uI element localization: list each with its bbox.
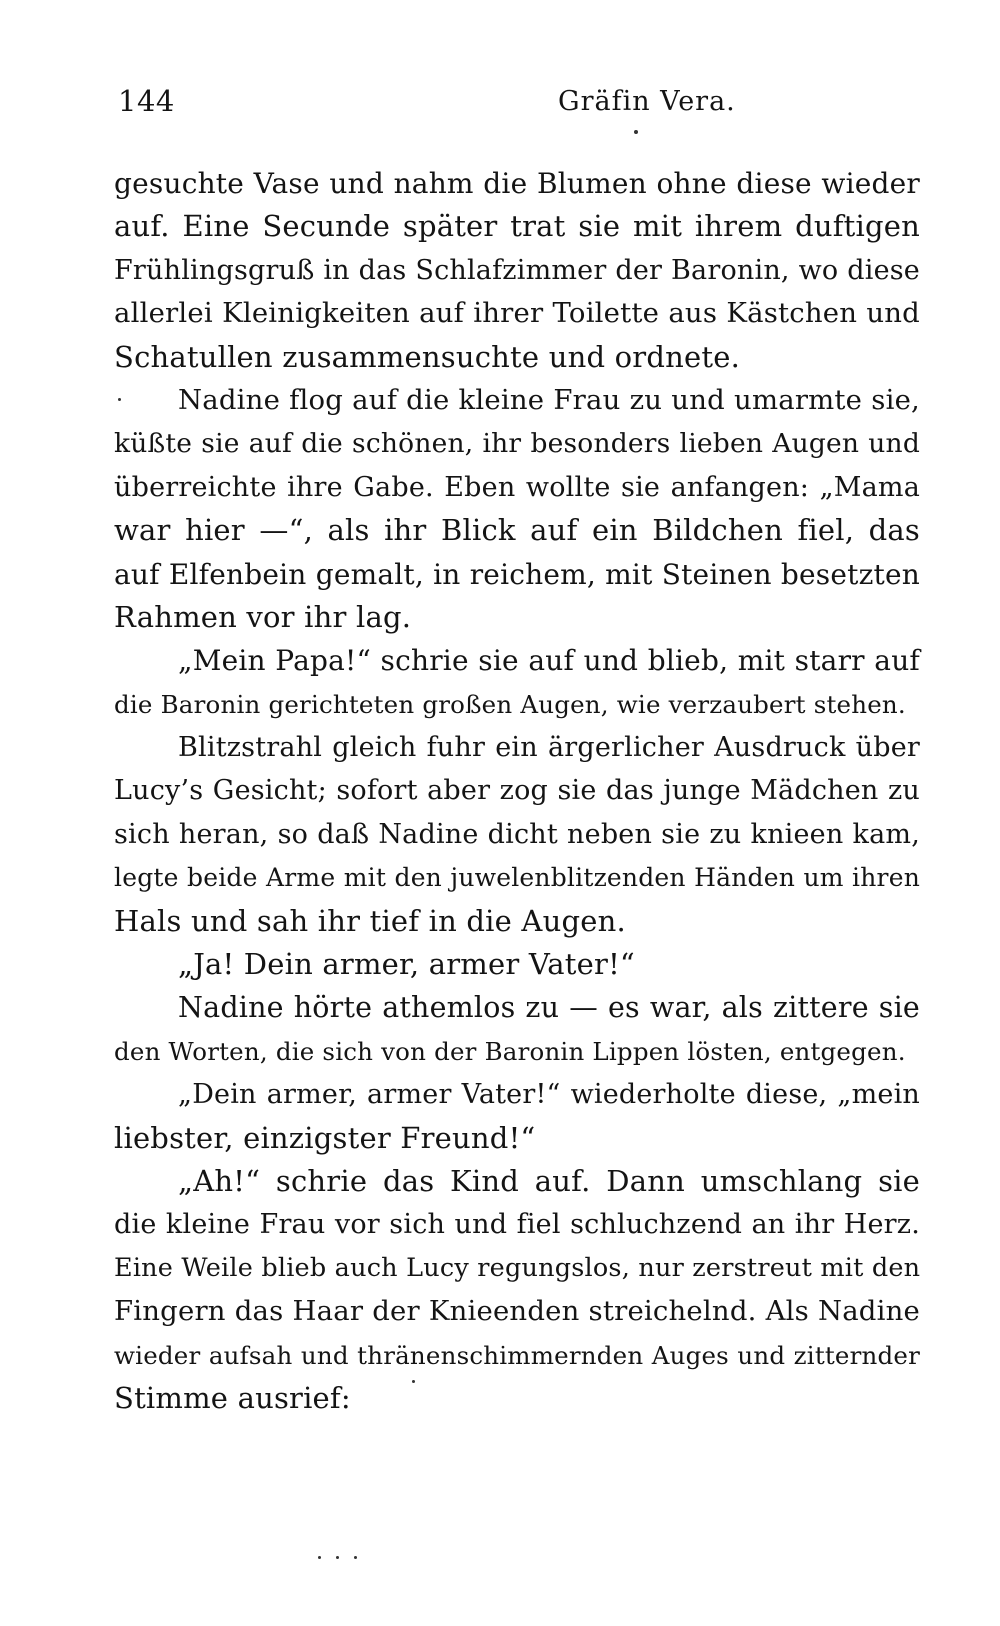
running-title: Gräfin Vera. xyxy=(558,86,736,117)
text-line: auf Elfenbein gemalt, in reichem, mit Steinen besetzten xyxy=(114,557,920,591)
text-line: „Dein armer, armer Vater!“ wiederholte diese, „mein xyxy=(178,1079,920,1111)
text-line: Blitzstrahl gleich fuhr ein ärgerlicher Ausdruck über xyxy=(178,732,920,764)
text-line: die kleine Frau vor sich und fiel schluchzend an ihr Herz. xyxy=(114,1209,920,1241)
text-line: allerlei Kleinigkeiten auf ihrer Toilette aus Kästchen und xyxy=(114,297,920,330)
text-line: „Mein Papa!“ schrie sie auf und blieb, mit starr auf xyxy=(178,644,920,678)
print-speck xyxy=(354,1556,357,1559)
text-line: Stimme ausrief: xyxy=(114,1380,351,1415)
print-speck xyxy=(634,130,638,134)
text-line: „Ja! Dein armer, armer Vater!“ xyxy=(178,947,635,982)
text-line: gesuchte Vase und nahm die Blumen ohne diese wieder xyxy=(114,167,920,200)
text-line: die Baronin gerichteten großen Augen, wie verzaubert stehen. xyxy=(114,689,906,719)
text-line: Lucy’s Gesicht; sofort aber zog sie das junge Mädchen zu xyxy=(114,775,920,807)
text-line: Rahmen vor ihr lag. xyxy=(114,599,412,634)
text-line: wieder aufsah und thränenschimmernden Auges und zitternder xyxy=(114,1340,920,1370)
page-header xyxy=(114,84,934,124)
text-line: Nadine flog auf die kleine Frau zu und umarmte sie, xyxy=(178,383,920,416)
print-speck xyxy=(318,1556,321,1559)
page-number: 144 xyxy=(118,84,175,118)
text-line: auf. Eine Secunde später trat sie mit ihrem duftigen xyxy=(114,209,920,244)
text-line: Schatullen zusammensuchte und ordnete. xyxy=(114,339,740,374)
body-text xyxy=(114,162,920,1420)
text-line: den Worten, die sich von der Baronin Lippen lösten, entgegen. xyxy=(114,1036,906,1066)
text-line: war hier —“, als ihr Blick auf ein Bildchen fiel, das xyxy=(114,513,920,548)
print-speck xyxy=(336,1556,339,1559)
text-line: liebster, einzigster Freund!“ xyxy=(114,1120,536,1155)
text-line: Fingern das Haar der Knieenden streichelnd. Als Nadine xyxy=(114,1295,920,1328)
text-line: Hals und sah ihr tief in die Augen. xyxy=(114,903,626,938)
text-line: sich heran, so daß Nadine dicht neben sie zu knieen kam, xyxy=(114,818,920,850)
text-line: Frühlingsgruß in das Schlafzimmer der Baronin, wo diese xyxy=(114,254,920,286)
print-speck xyxy=(412,1380,415,1383)
print-speck xyxy=(118,398,121,401)
text-line: Nadine hörte athemlos zu — es war, als zittere sie xyxy=(178,991,920,1025)
text-line: „Ah!“ schrie das Kind auf. Dann umschlang sie xyxy=(178,1163,920,1198)
text-line: küßte sie auf die schönen, ihr besonders lieben Augen und xyxy=(114,428,920,460)
text-line: Eine Weile blieb auch Lucy regungslos, nur zerstreut mit den xyxy=(114,1252,921,1283)
text-line: legte beide Arme mit den juwelenblitzenden Händen um ihren xyxy=(114,863,920,893)
text-line: überreichte ihre Gabe. Eben wollte sie anfangen: „Mama xyxy=(114,471,920,503)
